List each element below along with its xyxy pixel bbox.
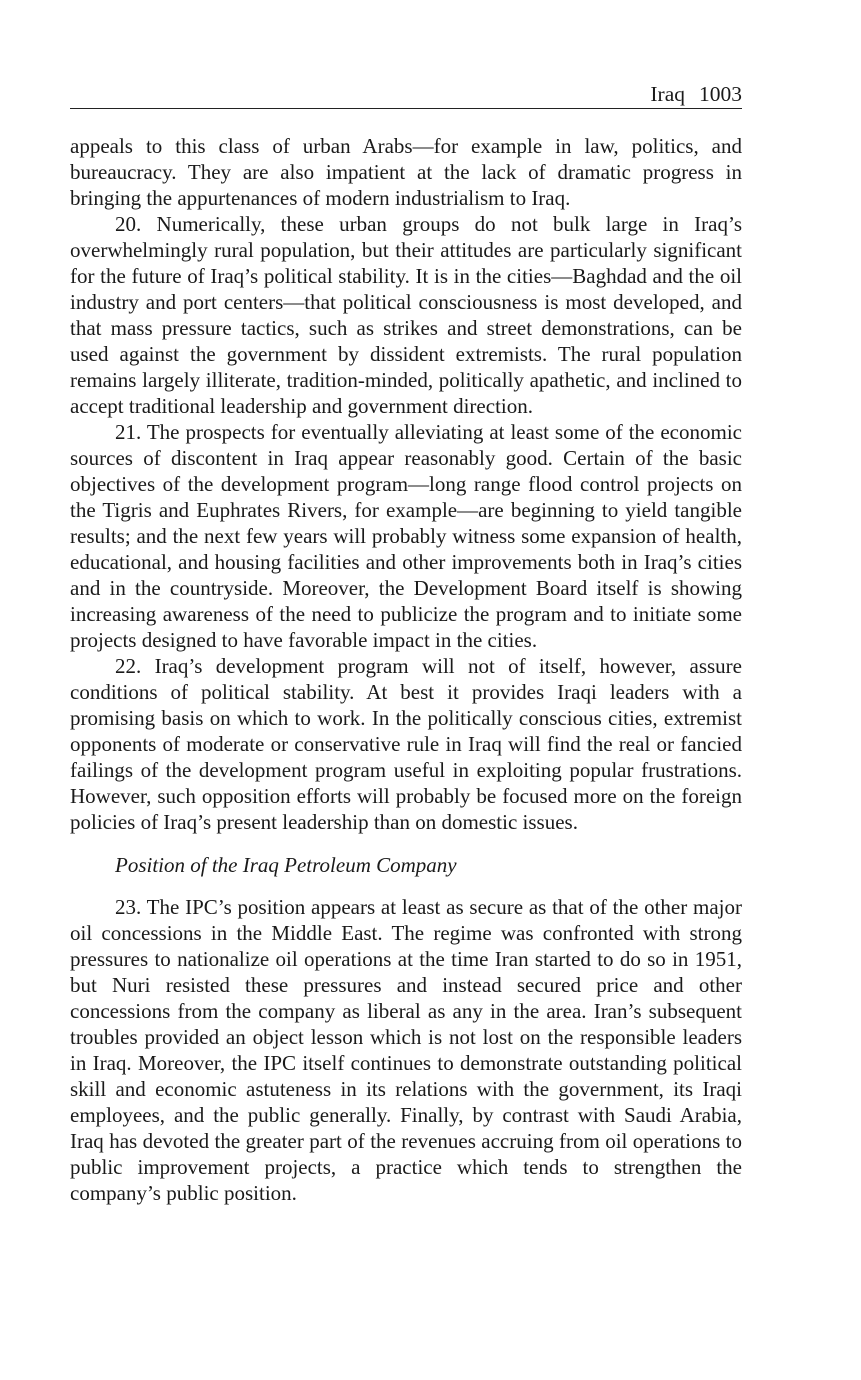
- running-title: Iraq: [650, 82, 685, 106]
- paragraph-22: 22. Iraq’s development program will not of itself, however, assure conditions of political stability. At best it provides Iraqi leaders with a promising basis on which to work. In the politically conscious cities, extremist opponents of moderate or conservative rule in Iraq will find the real or fancied failings of the development program useful in exploiting popular frustrations. However, such opposition efforts will probably be focused more on the foreign policies of Iraq’s present leadership than on domestic issues.: [70, 654, 742, 834]
- running-header: [70, 82, 742, 109]
- page-number: 1003: [699, 82, 742, 106]
- paragraph-21: 21. The prospects for eventually alleviating at least some of the economic sources of discontent in Iraq appear reasonably good. Certain of the basic objectives of the development program—long range flood control projects on the Tigris and Euphrates Rivers, for example—are beginning to yield tangible results; and the next few years will probably witness some expansion of health, educational, and housing facilities and other improvements both in Iraq’s cities and in the countryside. Moreover, the Development Board itself is showing increasing awareness of the need to publicize the program and to initiate some projects designed to have favorable impact in the cities.: [70, 420, 742, 652]
- body-text: [70, 133, 742, 1206]
- section-heading: Position of the Iraq Petroleum Company: [115, 853, 457, 877]
- paragraph-continued: appeals to this class of urban Arabs—for example in law, politics, and bureaucracy. They are also impatient at the lack of dramatic progress in bringing the appurtenances of modern industrialism to Iraq.: [70, 134, 742, 210]
- paragraph-23: 23. The IPC’s position appears at least as secure as that of the other major oil concessions in the Middle East. The regime was confronted with strong pressures to nationalize oil operations at the time Iran started to do so in 1951, but Nuri resisted these pressures and instead secured price and other concessions from the company as liberal as any in the area. Iran’s subsequent troubles provided an object lesson which is not lost on the responsible leaders in Iraq. Moreover, the IPC itself continues to demonstrate outstanding political skill and economic astuteness in its relations with the government, its Iraqi employees, and the public generally. Finally, by contrast with Saudi Arabia, Iraq has devoted the greater part of the revenues accruing from oil operations to public improvement projects, a practice which tends to strengthen the company’s public position.: [70, 895, 742, 1205]
- paragraph-20: 20. Numerically, these urban groups do not bulk large in Iraq’s overwhelmingly rural population, but their attitudes are particularly significant for the future of Iraq’s political stability. It is in the cities—Baghdad and the oil industry and port centers—that political consciousness is most developed, and that mass pressure tactics, such as strikes and street demonstrations, can be used against the government by dissident extremists. The rural population remains largely illiterate, tradition-minded, politically apathetic, and inclined to accept traditional leadership and government direction.: [70, 212, 742, 418]
